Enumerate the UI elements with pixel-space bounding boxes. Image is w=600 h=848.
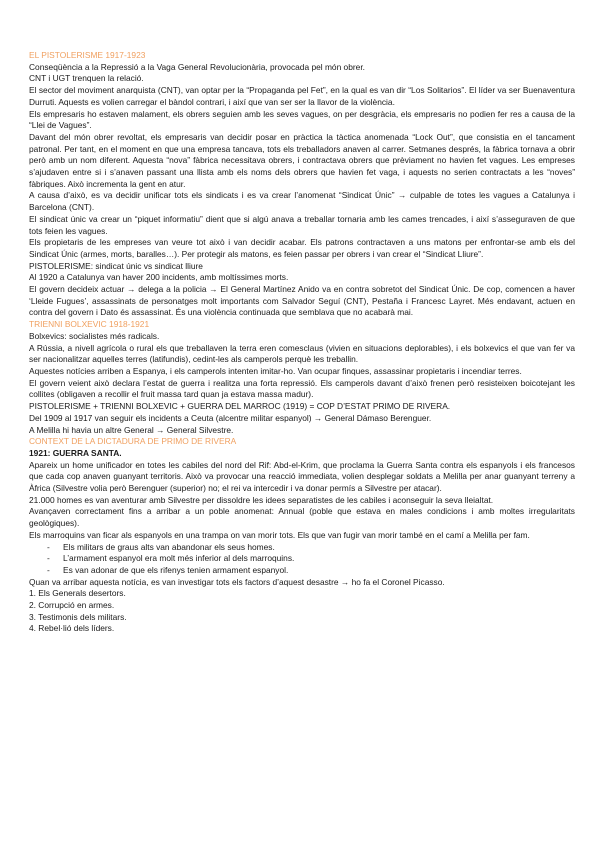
numbered-item: 3. Testimonis dels militars. [29,611,127,622]
paragraph: Del 1909 al 1917 van seguir els incidents a Ceuta (alcentre militar espanyol) → General Dámaso Berenguer. [29,412,432,423]
paragraph: Els marroquins van ficar als espanyols en una trampa on van morir tots. Els que van fugir van morir també en el camí a Melilla per fam. [29,529,530,540]
paragraph: El sector del moviment anarquista (CNT), van optar per la “Propaganda pel Fet”, en la qual es van dir “Los Solitarios”. El líder va ser Buenaventura Durruti. Aquests es volien carregar el bàndol contrari, i així que van ser ser la llavor de la violència. [29,85,575,107]
document-page [29,50,575,635]
paragraph: PISTOLERISME: sindicat únic vs sindicat lliure [29,260,203,271]
paragraph: Els empresaris ho estaven malament, els obrers seguien amb les seves vagues, on per desgràcia, els empresaris no podien fer res a causa de la “Llei de Vagues”. [29,108,575,131]
paragraph: Apareix un home unificador en totes les cabiles del nord del Rif: Abd-el-Krim, que proclama la Guerra Santa contra els espanyols i els francesos que cada cop anaven guanyant territoris. Això va provocar una reacció immediata, volien desplegar soldats a Melilla per anar guanyant terreny a Àfrica (Silvestre volia però Berenguer (superior) no; el rei va intercedir i va donar permís a Silvestre per atacar). [29,459,575,494]
paragraph: Davant del món obrer revoltat, els empresaris van decidir posar en pràctica la tàctica anomenada “Lock Out”, que consistia en el tancament patronal. Per tant, en el moment en que una empresa tancava, tots els treballadors anaven al carrer. Setmanes després, la fàbrica tornava a obrir però amb un nom diferent. Aquesta “nova” fàbrica necessitava obrers, i contractava obrers que prèviament no havien fet vagues. Les empreses s’ajudaven entre si i s’anaven passant una llista amb els noms dels obrers que havien fet vaga, i aquests no serien contractats a les “noves” fàbriques. Això incrementa la gent en atur. [29,131,575,189]
paragraph: 21.000 homes es van aventurar amb Silvestre per dissoldre les idees separatistes de les cabiles i aconseguir la seva lleialtat. [29,494,494,505]
paragraph: Conseqüència a la Repressió a la Vaga General Revolucionària, provocada pel món obrer. [29,61,365,72]
list-item: - Es van adonar de que els rifenys tenien armament espanyol. [29,565,575,577]
paragraph: Quan va arribar aquesta notícia, es van investigar tots els factors d’aquest desastre → ho fa el Coronel Picasso. [29,576,445,587]
subheading-guerra-santa: 1921: GUERRA SANTA. [29,447,122,458]
heading-trienni-bolxevic: TRIENNI BOLXEVIC 1918-1921 [29,319,150,330]
heading-context-dictadura: CONTEXT DE LA DICTADURA DE PRIMO DE RIVERA [29,436,237,447]
paragraph: A Melilla hi havia un altre General → General Silvestre. [29,424,234,435]
list-item: - L’armament espanyol era molt més inferior al dels marroquins. [29,553,575,565]
paragraph: A causa d’això, es va decidir unificar tots els sindicats i es va crear l’anomenat “Sindicat Únic” → culpable de totes les vagues a Catalunya i Barcelona (CNT). [29,190,575,213]
heading-pistolerisme: EL PISTOLERISME 1917-1923 [29,50,146,60]
paragraph: El govern veient això declara l’estat de guerra i realitza una forta repressió. Els camperols davant d’això frenen però resisteixen boicotejant les collites (obligaven a recollir el fruit massa tard quan ja estava massa madur). [29,377,575,400]
list-item: - Els militars de graus alts van abandonar els seus homes. [29,542,575,554]
paragraph: Bolxevics: socialistes més radicals. [29,330,160,341]
numbered-item: 2. Corrupció en armes. [29,600,115,611]
numbered-item: 4. Rebel·lió dels líders. [29,623,115,634]
numbered-item: 1. Els Generals desertors. [29,588,126,599]
paragraph: Els propietaris de les empreses van veure tot això i van decidir acabar. Els patrons contractaven a uns matons per enfrontar-se amb els del Sindicat Únic (armes, morts, baralles…). Per protegir als matons, es feien passar per obrers i van crear el “Sindicat Lliure”. [29,237,575,259]
paragraph: A Rússia, a nivell agrícola o rural els que treballaven la terra eren comesclaus (vivien en situacions deplorables), i els bolxevics el que van fer va ser nacionalitzar aquelles terres (latifundis), cedint-les als camperols perquè les treballin. [29,342,575,365]
bullet-list [29,542,575,577]
paragraph: El govern decideix actuar → delega a la policia → El General Martínez Anido va en contra sobretot del Sindicat Únic. De cop, comencen a haver ‘Lleide Fugues’, assassinats de personatges molt importants com Salvador Seguí (CNT), Pestaña i Francesc Layret. Més endavant, actuen en contra del govern i Dato és assassinat. És una violència continuada que semblava que no acabarà mai. [29,284,575,318]
paragraph: El sindicat únic va crear un “piquet informatiu” dient que si algú anava a treballar tornaria amb les cames trencades, i així s’asseguraven de que tots feien les vagues. [29,213,575,236]
paragraph: CNT i UGT trenquen la relació. [29,73,144,84]
paragraph: Al 1920 a Catalunya van haver 200 incidents, amb moltíssimes morts. [29,272,289,283]
paragraph: PISTOLERISME + TRIENNI BOLXEVIC + GUERRA DEL MARROC (1919) = COP D’ESTAT PRIMO DE RIVERA. [29,401,451,412]
paragraph: Avançaven correctament fins a arribar a un poble anomenat: Annual (poble que estava en males condicions i amb moltes irregularitats geològiques). [29,506,575,529]
paragraph: Aquestes notícies arriben a Espanya, i els camperols intenten imitar-ho. Van ocupar finques, assassinar propietaris i incendiar terres. [29,365,522,376]
